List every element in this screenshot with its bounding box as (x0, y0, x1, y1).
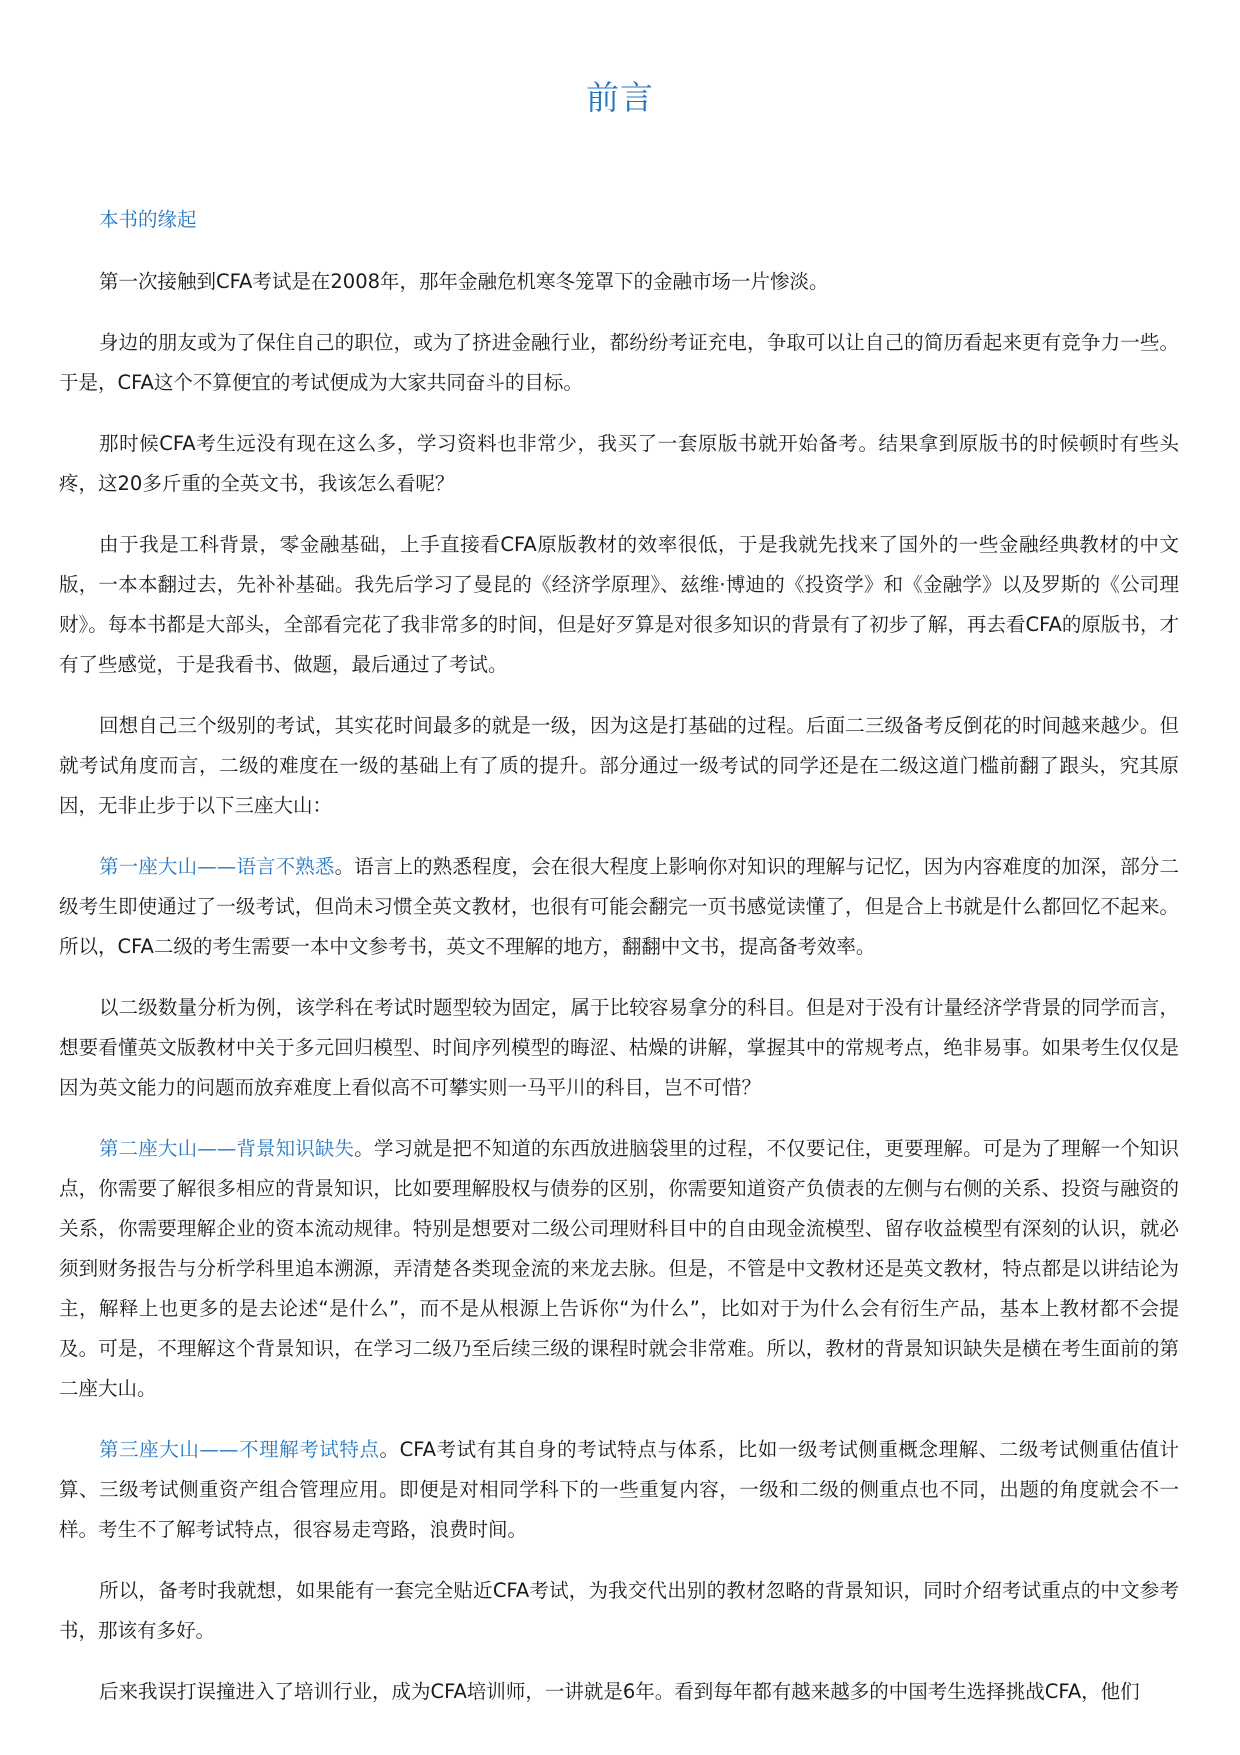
paragraph-text: 。学习就是把不知道的东西放进脑袋里的过程，不仅要记住，更要理解。可是为了理解一个知识点，你需要了解很多相应的背景知识，比如要理解股权与债券的区别，你需要知道资产负债表的左侧与右侧的关系、投资与融资的关系，你需要理解企业的资本流动规律。特别是想要对二级公司理财科目中的自由现金流模型、留存收益模型有深刻的认识，就必须到财务报告与分析学科里追本溯源，弄清楚各类现金流的来龙去脉。但是，不管是中文教材还是英文教材，特点都是以讲结论为主，解释上也更多的是去论述“是什么”，而不是从根源上告诉你“为什么”，比如对于为什么会有衍生产品，基本上教材都不会提及。可是，不理解这个背景知识，在学习二级乃至后续三级的课程时就会非常难。所以，教材的背景知识缺失是横在考生面前的第二座大山。 (59, 1137, 1179, 1400)
paragraph-highlight: 第一座大山——语言不熟悉 (99, 855, 335, 878)
page-title: 前言 (586, 78, 654, 117)
paragraph-text: 。语言上的熟悉程度，会在很大程度上影响你对知识的理解与记忆，因为内容难度的加深，部分二级考生即使通过了一级考试，但尚未习惯全英文教材，也很有可能会翻完一页书感觉读懂了，但是合上书就是什么都回忆不起来。所以，CFA二级的考生需要一本中文参考书，英文不理解的地方，翻翻中文书，提高备考效率。 (59, 855, 1179, 958)
paragraph-text: 所以，备考时我就想，如果能有一套完全贴近CFA考试，为我交代出别的教材忽略的背景知识，同时介绍考试重点的中文参考书，那该有多好。 (59, 1579, 1179, 1642)
paragraph (59, 1672, 1179, 1712)
paragraph-text: 第一次接触到CFA考试是在2008年，那年金融危机寒冬笼罩下的金融市场一片惨淡。 (99, 270, 829, 293)
paragraph-text: 由于我是工科背景，零金融基础，上手直接看CFA原版教材的效率很低，于是我就先找来了国外的一些金融经典教材的中文版，一本本翻过去，先补补基础。我先后学习了曼昆的《经济学原理》、兹维·博迪的《投资学》和《金融学》以及罗斯的《公司理财》。每本书都是大部头，全部看完花了我非常多的时间，但是好歹算是对很多知识的背景有了初步了解，再去看CFA的原版书，才有了些感觉，于是我看书、做题，最后通过了考试。 (59, 533, 1179, 676)
section-heading: 本书的缘起 (99, 208, 197, 231)
paragraph (59, 525, 1179, 685)
paragraph (59, 988, 1179, 1108)
paragraph-text: 后来我误打误撞进入了培训行业，成为CFA培训师，一讲就是6年。看到每年都有越来越多的中国考生选择挑战CFA，他们 (99, 1680, 1140, 1703)
paragraph (59, 706, 1179, 826)
paragraph (59, 1430, 1179, 1550)
paragraph-text: 那时候CFA考生远没有现在这么多，学习资料也非常少，我买了一套原版书就开始备考。结果拿到原版书的时候顿时有些头疼，这20多斤重的全英文书，我该怎么看呢？ (59, 432, 1179, 495)
paragraph (59, 424, 1179, 504)
paragraph (59, 1129, 1179, 1409)
paragraph-text: 身边的朋友或为了保住自己的职位，或为了挤进金融行业，都纷纷考证充电，争取可以让自己的简历看起来更有竞争力一些。于是，CFA这个不算便宜的考试便成为大家共同奋斗的目标。 (59, 331, 1179, 394)
paragraph-highlight: 第三座大山——不理解考试特点 (99, 1438, 380, 1461)
body-text (59, 262, 1179, 1733)
paragraph-text: 以二级数量分析为例，该学科在考试时题型较为固定，属于比较容易拿分的科目。但是对于没有计量经济学背景的同学而言，想要看懂英文版教材中关于多元回归模型、时间序列模型的晦涩、枯燥的讲解，掌握其中的常规考点，绝非易事。如果考生仅仅是因为英文能力的问题而放弃难度上看似高不可攀实则一马平川的科目，岂不可惜？ (59, 996, 1179, 1099)
paragraph (59, 323, 1179, 403)
paragraph-text: 回想自己三个级别的考试，其实花时间最多的就是一级，因为这是打基础的过程。后面二三级备考反倒花的时间越来越少。但就考试角度而言，二级的难度在一级的基础上有了质的提升。部分通过一级考试的同学还是在二级这道门槛前翻了跟头，究其原因，无非止步于以下三座大山： (59, 714, 1179, 817)
paragraph-text: 。CFA考试有其自身的考试特点与体系，比如一级考试侧重概念理解、二级考试侧重估值计算、三级考试侧重资产组合管理应用。即便是对相同学科下的一些重复内容，一级和二级的侧重点也不同，出题的角度就会不一样。考生不了解考试特点，很容易走弯路，浪费时间。 (59, 1438, 1179, 1541)
paragraph (59, 1571, 1179, 1651)
paragraph (59, 262, 1179, 302)
paragraph (59, 847, 1179, 967)
paragraph-highlight: 第二座大山——背景知识缺失 (99, 1137, 355, 1160)
